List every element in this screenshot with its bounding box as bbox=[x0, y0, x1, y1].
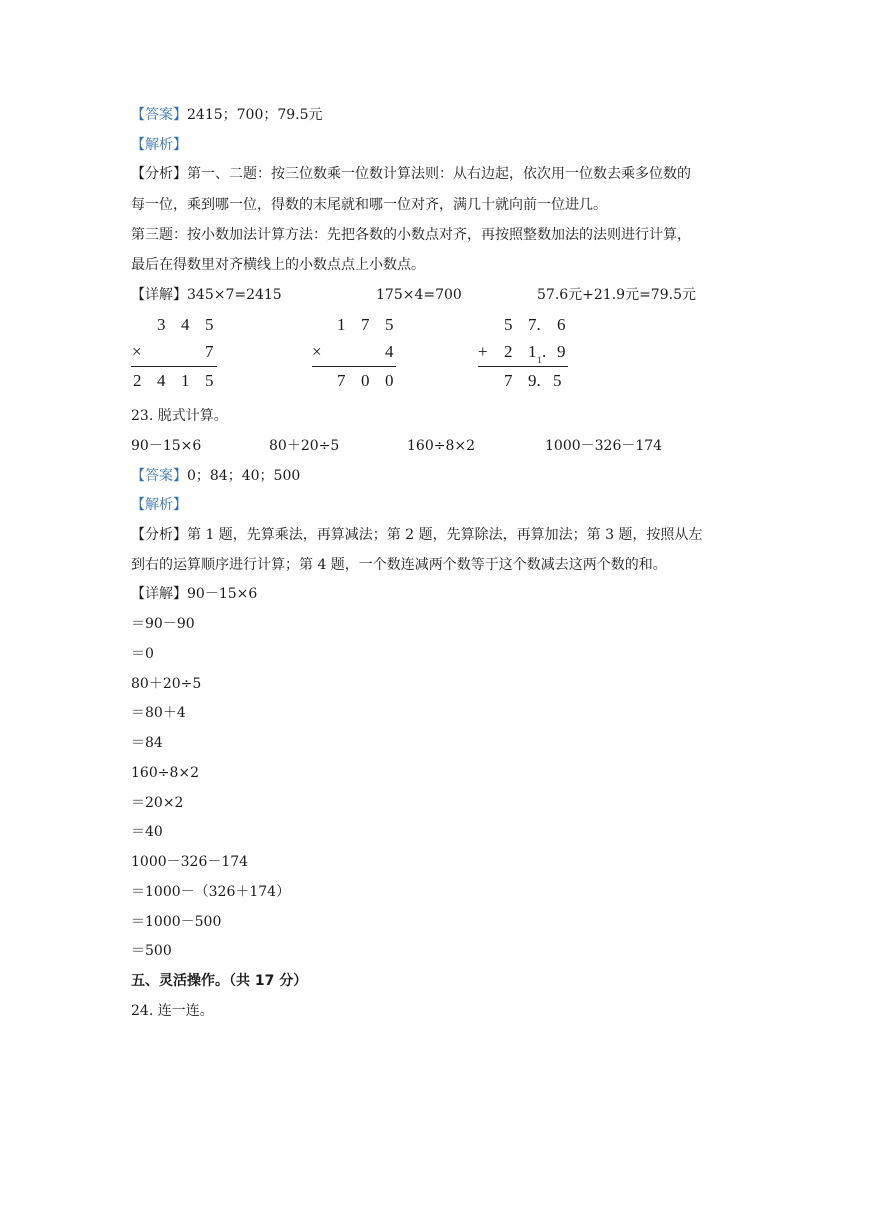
fenxi-line-1: 【分析】第一、二题：按三位数乘一位数计算法则：从右边起，依次用一位数去乘多位数的 bbox=[131, 166, 691, 182]
digit: 4 bbox=[157, 371, 166, 390]
digit: 3 bbox=[157, 315, 166, 334]
multiply-sign: × bbox=[312, 342, 322, 361]
answer-tag: 【答案】 bbox=[131, 107, 187, 123]
detail-step: 160÷8×2 bbox=[131, 765, 199, 781]
fenxi-line-3: 第三题：按小数加法计算方法：先把各数的小数点对齐，再按照整数加法的法则进行计算， bbox=[131, 227, 691, 243]
detail-step-1: 【详解】90－15×6 bbox=[131, 586, 258, 602]
question-23-title: 23. 脱式计算。 bbox=[131, 408, 228, 424]
digit: 5 bbox=[205, 315, 214, 334]
fenxi-line-4: 最后在得数里对齐横线上的小数点点上小数点。 bbox=[131, 257, 425, 273]
fenxi-tag: 【分析】 bbox=[131, 527, 187, 543]
fenxi-line-2: 到右的运算顺序进行计算；第 4 题，一个数连减两个数等于这个数减去这两个数的和。 bbox=[131, 557, 667, 573]
digit: 1 bbox=[337, 315, 346, 334]
carry-mark: 1 bbox=[537, 355, 542, 365]
answer-line-q23 bbox=[131, 466, 300, 486]
fenxi-line-1: 【分析】第 1 题，先算乘法，再算减法；第 2 题，先算除法，再算加法；第 3 题，按照从左 bbox=[131, 527, 703, 543]
plus-sign: + bbox=[478, 342, 488, 361]
digit: 9. bbox=[528, 371, 541, 390]
detail-step: ＝20×2 bbox=[131, 795, 184, 811]
detail-step: ＝40 bbox=[131, 824, 163, 840]
problem-2: 80＋20÷5 bbox=[269, 438, 340, 454]
analysis-tag: 【解析】 bbox=[131, 497, 187, 513]
digit: 0 bbox=[385, 371, 394, 390]
digit: 4 bbox=[385, 342, 394, 361]
digit: 2 bbox=[133, 371, 142, 390]
digit: 0 bbox=[361, 371, 370, 390]
detail-step: ＝0 bbox=[131, 646, 154, 662]
digit: 1 bbox=[181, 371, 190, 390]
answer-text: 2415；700；79.5元 bbox=[187, 107, 323, 123]
digit: 5 bbox=[553, 371, 562, 390]
calc-rule bbox=[131, 366, 217, 367]
answer-tag: 【答案】 bbox=[131, 468, 187, 484]
digit: 1 bbox=[528, 342, 537, 361]
digit: 6 bbox=[557, 315, 566, 334]
detail-step: 80＋20÷5 bbox=[131, 676, 202, 692]
digit: 7 bbox=[337, 371, 346, 390]
detail-step: ＝500 bbox=[131, 943, 172, 959]
problem-4: 1000－326－174 bbox=[545, 438, 663, 454]
fenxi-line-2: 每一位，乘到哪一位，得数的末尾就和哪一位对齐，满几十就向前一位进几。 bbox=[131, 197, 607, 213]
fenxi-tag: 【分析】 bbox=[131, 166, 187, 182]
problem-1: 90－15×6 bbox=[131, 438, 202, 454]
detail-step: ＝84 bbox=[131, 735, 163, 751]
multiply-sign: × bbox=[132, 342, 142, 361]
calc-rule bbox=[312, 366, 396, 367]
detail-step: ＝80＋4 bbox=[131, 705, 186, 721]
digit: 9 bbox=[557, 342, 566, 361]
digit: 2 bbox=[504, 342, 513, 361]
digit: 7 bbox=[205, 342, 214, 361]
digit: 7 bbox=[504, 371, 513, 390]
digit: 4 bbox=[181, 315, 190, 334]
digit: 5 bbox=[504, 315, 513, 334]
answer-text: 0；84；40；500 bbox=[187, 468, 301, 484]
detail-eq-2: 175×4=700 bbox=[376, 287, 462, 303]
detail-step: ＝1000－（326＋174） bbox=[131, 884, 291, 900]
decimal-point: . bbox=[542, 342, 547, 361]
section-5-title: 五、灵活操作。（共 17 分） bbox=[131, 973, 308, 989]
question-24-title: 24. 连一连。 bbox=[131, 1003, 214, 1019]
digit: 5 bbox=[205, 371, 214, 390]
answer-line-q22 bbox=[131, 105, 323, 125]
detail-tag: 【详解】 bbox=[131, 287, 187, 303]
detail-eq-3: 57.6元+21.9元=79.5元 bbox=[537, 287, 696, 303]
problem-3: 160÷8×2 bbox=[407, 438, 475, 454]
detail-step: ＝90－90 bbox=[131, 616, 195, 632]
digit: 7 bbox=[361, 315, 370, 334]
calc-rule bbox=[478, 366, 568, 367]
digit: 5 bbox=[385, 315, 394, 334]
analysis-tag: 【解析】 bbox=[131, 137, 187, 153]
digit: 7. bbox=[528, 315, 541, 334]
detail-step: 1000－326－174 bbox=[131, 854, 249, 870]
detail-eq-1: 【详解】345×7=2415 bbox=[131, 287, 282, 303]
detail-step: ＝1000－500 bbox=[131, 914, 222, 930]
detail-tag: 【详解】 bbox=[131, 586, 187, 602]
